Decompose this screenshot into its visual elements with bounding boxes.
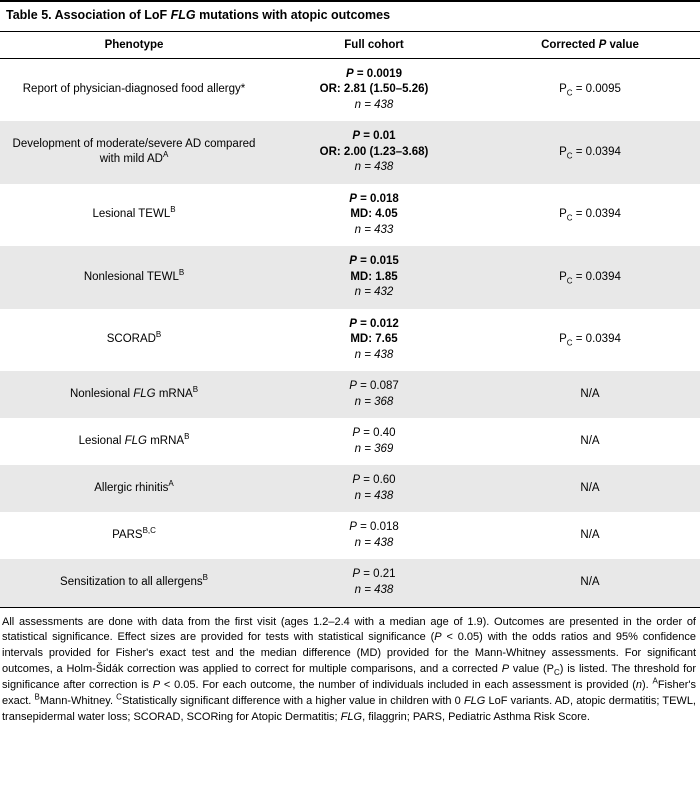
results-table: [0, 32, 700, 58]
cell-p-value: = 0.0019: [353, 67, 402, 80]
table-row: [0, 184, 700, 247]
cell-effect: OR: 2.81 (1.50–5.26): [319, 83, 429, 96]
cell-phenotype: Report of physician-diagnosed food allergy*: [0, 59, 268, 122]
cell-corrected-p: $P_C = 0.0394$: [480, 246, 700, 309]
results-table-body: [0, 59, 700, 607]
cell-full-cohort: P = 0.01 OR: 2.00 (1.23–3.68) n = 438: [268, 121, 480, 184]
cell-n: n = 432: [354, 286, 394, 299]
cell-full-cohort: P = 0.018 n = 438: [268, 512, 480, 559]
table-row: [0, 121, 700, 184]
table-row: [0, 559, 700, 606]
table-row: [0, 246, 700, 309]
cell-n: n = 438: [354, 161, 394, 174]
cell-n: n = 438: [354, 536, 394, 549]
cell-corrected-p: N/A: [480, 371, 700, 418]
cell-n: n = 433: [354, 223, 394, 236]
caption-gene: FLG: [170, 8, 196, 22]
cell-corrected-p: $P_C = 0.0095$: [480, 59, 700, 122]
table-row: [0, 309, 700, 372]
cell-phenotype: Lesional FLG mRNA$^B$: [0, 418, 268, 465]
cell-phenotype: $SCORAD^B$: [0, 309, 268, 372]
cell-phenotype: Development of moderate/severe AD compared with mild $AD^A$: [0, 121, 268, 184]
table-header: [0, 32, 700, 58]
cell-effect: MD: 1.85: [350, 270, 398, 283]
cell-corrected-p: N/A: [480, 559, 700, 606]
cell-phenotype: Lesional $TEWL^B$: [0, 184, 268, 247]
cell-full-cohort: P = 0.018 MD: 4.05 n = 433: [268, 184, 480, 247]
cell-full-cohort: P = 0.012 MD: 7.65 n = 438: [268, 309, 480, 372]
cell-n: n = 368: [354, 395, 394, 408]
col-header-corrected-p: Corrected P value: [541, 38, 639, 51]
cell-phenotype: Nonlesional FLG mRNA$^B$: [0, 371, 268, 418]
cell-effect: MD: 4.05: [350, 208, 398, 221]
cell-n: n = 438: [354, 584, 394, 596]
table-footnote: All assessments are done with data from the first visit (ages 1.2–2.4 with a median age of 1.9). Outcomes are presented in the order of statistical significance. Effect sizes are provided for tests with statistical significance (P < 0.05) with the odds ratios and 95% confidence intervals provided for Fisher's exact test and the median difference (MD) provided for the Mann-Whitney assessments. For significant outcomes, a Holm-Šidák correction was applied to correct for multiple comparisons, and a corrected P value $(P_C)$ is listed. The threshold for significance after correction is P < 0.05. For each outcome, the number of individuals included in each assessment is provided (n). $^A$Fisher's exact. $^B$Mann-Whitney. $^C$Statistically significant difference with a higher value in children with 0 FLG LoF variants. AD, atopic dermatitis; TEWL, transepidermal water loss; SCORAD, SCORing for Atopic Dermatitis; FLG, filaggrin; PARS, Pediatric Asthma Risk Score.: [2, 615, 697, 724]
cell-corrected-p: $P_C = 0.0394$: [480, 309, 700, 372]
table-row: [0, 59, 700, 122]
cell-corrected-p: $P_C = 0.0394$: [480, 184, 700, 247]
caption-prefix: Table 5. Association of LoF: [6, 8, 171, 22]
cell-full-cohort: P = 0.40 n = 369: [268, 418, 480, 465]
cell-full-cohort: P = 0.21 n = 438: [268, 559, 480, 606]
caption-suffix: mutations with atopic outcomes: [195, 8, 391, 22]
cell-phenotype: Allergic rhinitis$^A$: [0, 465, 268, 512]
cell-effect: MD: 7.65: [350, 333, 398, 346]
cell-corrected-p: N/A: [480, 465, 700, 512]
col-header-phenotype: Phenotype: [104, 38, 164, 51]
cell-full-cohort: P = 0.60 n = 438: [268, 465, 480, 512]
cell-corrected-p: $P_C = 0.0394$: [480, 121, 700, 184]
cell-phenotype: $PARS^{B,C}$: [0, 512, 268, 559]
cell-n: n = 369: [354, 442, 394, 455]
table-row: [0, 418, 700, 465]
cell-full-cohort: P = 0.015 MD: 1.85 n = 432: [268, 246, 480, 309]
table-caption: [0, 2, 700, 31]
cell-n: n = 438: [354, 489, 394, 502]
cell-effect: OR: 2.00 (1.23–3.68): [319, 145, 429, 158]
cell-phenotype: Nonlesional $TEWL^B$: [0, 246, 268, 309]
cell-full-cohort: P = 0.087 n = 368: [268, 371, 480, 418]
col-header-full-cohort: Full cohort: [344, 38, 404, 51]
cell-full-cohort: P = 0.0019 OR: 2.81 (1.50–5.26) n = 438: [268, 59, 480, 122]
table-row: [0, 512, 700, 559]
header-row: [0, 32, 700, 58]
table-row: [0, 465, 700, 512]
cell-n: n = 438: [354, 98, 394, 111]
table-row: [0, 371, 700, 418]
cell-n: n = 438: [354, 348, 394, 361]
cell-corrected-p: N/A: [480, 418, 700, 465]
table-body: [0, 59, 700, 607]
cell-corrected-p: N/A: [480, 512, 700, 559]
cell-phenotype: Sensitization to all allergens$^B$: [0, 559, 268, 606]
